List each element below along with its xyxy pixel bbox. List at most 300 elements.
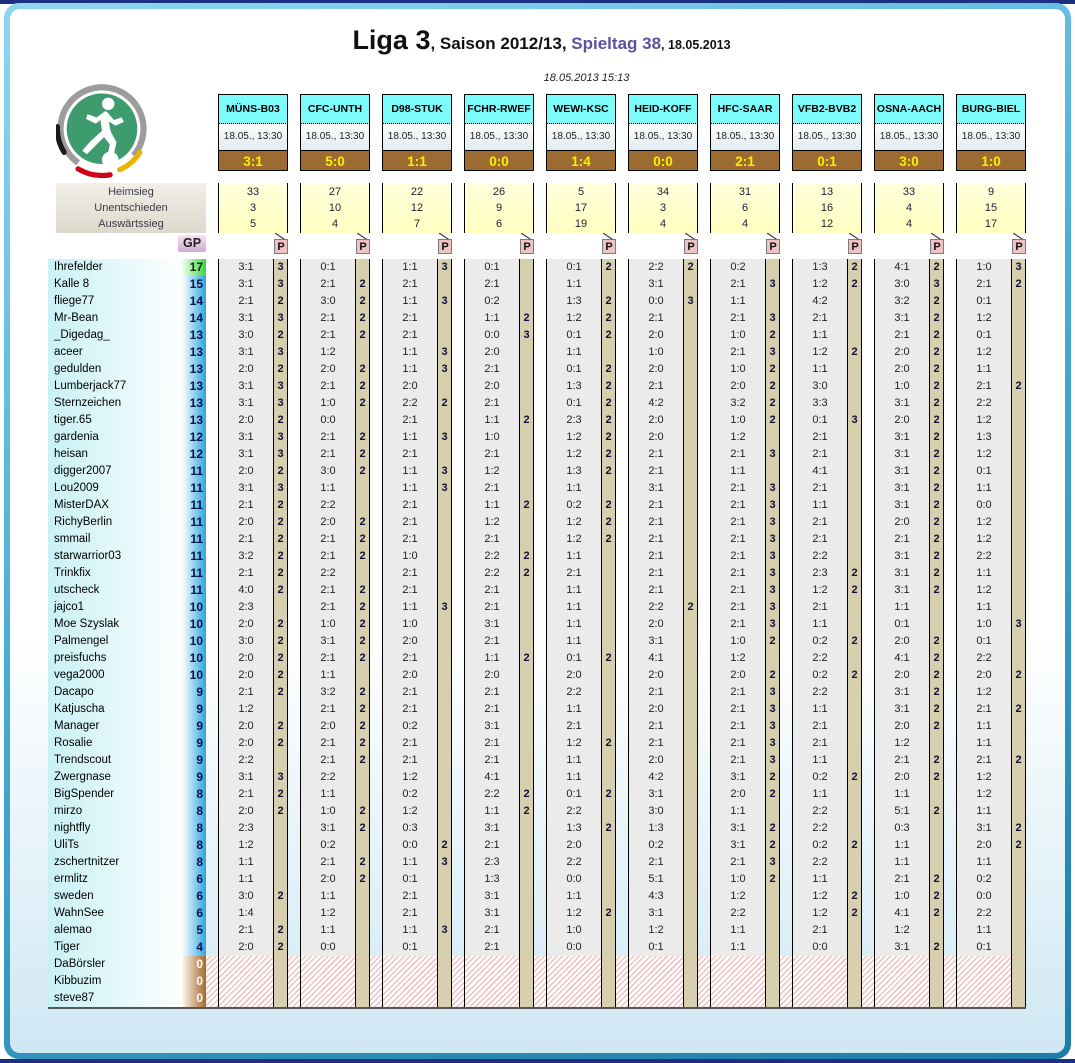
points-cell bbox=[847, 701, 861, 718]
prediction-cell: 2:0 bbox=[629, 701, 683, 718]
match-cell-group bbox=[300, 990, 370, 1007]
points-cell bbox=[355, 259, 369, 276]
match-cell-group bbox=[956, 701, 1026, 718]
prediction-cell: 2:1 bbox=[301, 854, 355, 871]
match-cell-group bbox=[628, 446, 698, 463]
player-gp-total: 14 bbox=[182, 310, 206, 327]
table-row bbox=[48, 412, 1026, 429]
match-cell-group bbox=[382, 565, 452, 582]
prediction-cell: 3:0 bbox=[219, 327, 273, 344]
prediction-cell: 2:1 bbox=[629, 378, 683, 395]
match-cell-group bbox=[792, 531, 862, 548]
prediction-cell: 2:0 bbox=[219, 514, 273, 531]
match-cell-group bbox=[300, 548, 370, 565]
points-cell: 2 bbox=[683, 599, 697, 616]
match-cell-group bbox=[710, 650, 780, 667]
match-cell-group bbox=[300, 293, 370, 310]
points-cell: 3 bbox=[437, 463, 451, 480]
match-cell-group bbox=[300, 905, 370, 922]
table-row bbox=[48, 701, 1026, 718]
match-cell-group bbox=[464, 565, 534, 582]
points-cell bbox=[1011, 344, 1025, 361]
prediction-table bbox=[48, 259, 1026, 1009]
column-gap bbox=[206, 531, 218, 548]
points-cell bbox=[765, 429, 779, 446]
home-win-count: 26 bbox=[492, 186, 506, 198]
column-gap bbox=[206, 956, 218, 973]
prediction-cell: 2:2 bbox=[547, 854, 601, 871]
match-kickoff-time: 18.05., 13:30 bbox=[628, 124, 698, 150]
prediction-cell: 2:1 bbox=[711, 616, 765, 633]
prediction-cell: 1:3 bbox=[793, 259, 847, 276]
match-cell-group bbox=[792, 633, 862, 650]
column-gap bbox=[862, 565, 874, 582]
prediction-cell: 2:2 bbox=[793, 854, 847, 871]
points-cell bbox=[519, 429, 533, 446]
match-cell-group bbox=[300, 429, 370, 446]
match-cell-group bbox=[218, 667, 288, 684]
points-cell bbox=[683, 565, 697, 582]
prediction-cell: 0:1 bbox=[957, 293, 1011, 310]
prediction-cell: 1:1 bbox=[793, 752, 847, 769]
tendency-counts bbox=[956, 183, 1026, 233]
column-gap bbox=[862, 293, 874, 310]
match-cell-group bbox=[546, 480, 616, 497]
prediction-cell: 3:1 bbox=[629, 905, 683, 922]
points-cell: 2 bbox=[929, 565, 943, 582]
match-cell-group bbox=[628, 871, 698, 888]
points-cell: 3 bbox=[1011, 616, 1025, 633]
match-cell-group bbox=[874, 956, 944, 973]
column-gap bbox=[206, 871, 218, 888]
prediction-cell: 2:1 bbox=[383, 412, 437, 429]
match-cell-group bbox=[300, 684, 370, 701]
column-gap bbox=[698, 582, 710, 599]
match-cell-group bbox=[956, 514, 1026, 531]
points-cell: 2 bbox=[355, 293, 369, 310]
match-cell-group bbox=[956, 480, 1026, 497]
column-gap bbox=[698, 854, 710, 871]
points-cell: 2 bbox=[765, 327, 779, 344]
points-cell bbox=[519, 701, 533, 718]
points-cell: 2 bbox=[601, 293, 615, 310]
match-cell-group bbox=[956, 939, 1026, 956]
column-gap bbox=[780, 344, 792, 361]
prediction-cell: 1:1 bbox=[793, 361, 847, 378]
match-cell-group bbox=[300, 514, 370, 531]
prediction-cell bbox=[957, 990, 1011, 1007]
points-cell bbox=[683, 718, 697, 735]
player-gp-total: 10 bbox=[182, 667, 206, 684]
prediction-cell: 2:0 bbox=[629, 429, 683, 446]
table-row bbox=[48, 922, 1026, 939]
player-name: mirzo bbox=[48, 803, 182, 820]
column-gap bbox=[616, 276, 628, 293]
points-cell: 2 bbox=[929, 531, 943, 548]
player-gp-total: 6 bbox=[182, 905, 206, 922]
prediction-cell: 1:2 bbox=[957, 446, 1011, 463]
points-cell bbox=[273, 854, 287, 871]
prediction-cell: 2:2 bbox=[957, 395, 1011, 412]
prediction-cell: 0:2 bbox=[465, 293, 519, 310]
match-cell-group bbox=[792, 837, 862, 854]
column-gap bbox=[206, 803, 218, 820]
column-gap bbox=[370, 446, 382, 463]
prediction-cell: 0:0 bbox=[957, 888, 1011, 905]
column-gap bbox=[452, 701, 464, 718]
points-cell: 2 bbox=[847, 344, 861, 361]
points-cell: 2 bbox=[355, 854, 369, 871]
column-gap bbox=[944, 752, 956, 769]
column-gap bbox=[452, 939, 464, 956]
column-gap bbox=[616, 973, 628, 990]
prediction-cell: 2:1 bbox=[629, 531, 683, 548]
column-gap bbox=[944, 429, 956, 446]
points-cell: 2 bbox=[601, 531, 615, 548]
column-gap bbox=[698, 429, 710, 446]
match-final-result: 0:0 bbox=[628, 150, 698, 171]
column-gap bbox=[616, 837, 628, 854]
prediction-cell bbox=[957, 973, 1011, 990]
column-gap bbox=[862, 361, 874, 378]
column-gap bbox=[862, 752, 874, 769]
column-gap bbox=[780, 378, 792, 395]
match-cell-group bbox=[300, 259, 370, 276]
match-cell-group bbox=[710, 990, 780, 1007]
match-cell-group bbox=[710, 684, 780, 701]
column-gap bbox=[288, 429, 300, 446]
match-cell-group bbox=[218, 854, 288, 871]
prediction-cell: 0:1 bbox=[547, 650, 601, 667]
match-cell-group bbox=[464, 667, 534, 684]
prediction-cell: 3:1 bbox=[219, 429, 273, 446]
match-cell-group bbox=[792, 293, 862, 310]
points-tab-row bbox=[218, 233, 288, 255]
prediction-cell: 2:1 bbox=[465, 939, 519, 956]
match-cell-group bbox=[300, 378, 370, 395]
column-gap bbox=[288, 803, 300, 820]
prediction-cell: 2:0 bbox=[301, 871, 355, 888]
points-cell: 3 bbox=[273, 344, 287, 361]
points-cell bbox=[683, 956, 697, 973]
column-gap bbox=[288, 752, 300, 769]
prediction-cell bbox=[547, 990, 601, 1007]
column-gap bbox=[616, 701, 628, 718]
points-column-header: P bbox=[438, 239, 452, 254]
match-cell-group bbox=[218, 446, 288, 463]
points-cell bbox=[683, 446, 697, 463]
match-cell-group bbox=[546, 514, 616, 531]
points-cell: 2 bbox=[601, 378, 615, 395]
column-gap bbox=[780, 446, 792, 463]
prediction-cell: 2:0 bbox=[957, 667, 1011, 684]
player-gp-total: 8 bbox=[182, 837, 206, 854]
points-cell bbox=[601, 718, 615, 735]
player-name: aceer bbox=[48, 344, 182, 361]
prediction-cell: 2:0 bbox=[219, 803, 273, 820]
match-cell-group bbox=[464, 820, 534, 837]
column-gap bbox=[780, 769, 792, 786]
column-gap bbox=[534, 361, 546, 378]
match-cell-group bbox=[710, 820, 780, 837]
column-gap bbox=[698, 259, 710, 276]
prediction-cell: 2:1 bbox=[465, 361, 519, 378]
player-name: Moe Szyslak bbox=[48, 616, 182, 633]
prediction-cell: 2:2 bbox=[793, 820, 847, 837]
prediction-cell bbox=[793, 973, 847, 990]
points-cell bbox=[1011, 293, 1025, 310]
prediction-cell: 1:1 bbox=[301, 888, 355, 905]
match-cell-group bbox=[710, 293, 780, 310]
match-cell-group bbox=[300, 939, 370, 956]
match-cell-group bbox=[546, 803, 616, 820]
match-cell-group bbox=[710, 463, 780, 480]
away-win-count: 12 bbox=[820, 218, 834, 230]
prediction-cell: 2:2 bbox=[957, 548, 1011, 565]
prediction-cell: 3:1 bbox=[219, 378, 273, 395]
column-gap bbox=[370, 293, 382, 310]
points-cell: 2 bbox=[273, 888, 287, 905]
prediction-cell: 2:1 bbox=[465, 582, 519, 599]
match-kickoff-time: 18.05., 13:30 bbox=[546, 124, 616, 150]
match-cell-group bbox=[874, 650, 944, 667]
column-gap bbox=[944, 293, 956, 310]
tendency-counts bbox=[710, 183, 780, 233]
match-cell-group bbox=[792, 259, 862, 276]
points-cell: 2 bbox=[601, 327, 615, 344]
column-gap bbox=[698, 310, 710, 327]
column-gap bbox=[534, 905, 546, 922]
match-cell-group bbox=[874, 531, 944, 548]
points-cell bbox=[437, 565, 451, 582]
prediction-cell: 2:2 bbox=[957, 905, 1011, 922]
match-cell-group bbox=[546, 888, 616, 905]
prediction-cell bbox=[793, 990, 847, 1007]
match-cell-group bbox=[218, 395, 288, 412]
match-cell-group bbox=[710, 735, 780, 752]
home-win-count: 33 bbox=[902, 186, 916, 198]
column-gap bbox=[780, 582, 792, 599]
column-gap bbox=[862, 276, 874, 293]
column-gap bbox=[206, 616, 218, 633]
column-gap bbox=[862, 718, 874, 735]
prediction-cell: 2:2 bbox=[629, 599, 683, 616]
prediction-cell: 1:3 bbox=[629, 820, 683, 837]
prediction-cell: 0:1 bbox=[875, 616, 929, 633]
points-cell bbox=[683, 905, 697, 922]
points-cell bbox=[437, 888, 451, 905]
match-cell-group bbox=[218, 361, 288, 378]
match-cell-group bbox=[464, 786, 534, 803]
column-gap bbox=[288, 480, 300, 497]
prediction-cell: 1:1 bbox=[547, 582, 601, 599]
match-cell-group bbox=[300, 837, 370, 854]
column-gap bbox=[370, 259, 382, 276]
column-gap bbox=[370, 803, 382, 820]
match-cell-group bbox=[218, 803, 288, 820]
points-cell bbox=[519, 599, 533, 616]
match-cell-group bbox=[956, 616, 1026, 633]
match-cell-group bbox=[382, 395, 452, 412]
match-cell-group bbox=[710, 497, 780, 514]
match-cell-group bbox=[546, 752, 616, 769]
match-cell-group bbox=[218, 276, 288, 293]
column-gap bbox=[780, 429, 792, 446]
prediction-cell: 0:1 bbox=[547, 361, 601, 378]
column-gap bbox=[616, 327, 628, 344]
points-cell bbox=[273, 701, 287, 718]
prediction-cell: 2:1 bbox=[301, 599, 355, 616]
match-cell-group bbox=[956, 803, 1026, 820]
prediction-cell: 1:2 bbox=[793, 582, 847, 599]
column-gap bbox=[370, 310, 382, 327]
draw-count: 3 bbox=[659, 202, 667, 214]
column-gap bbox=[862, 650, 874, 667]
points-cell: 2 bbox=[273, 650, 287, 667]
match-cell-group bbox=[628, 463, 698, 480]
match-final-result: 1:4 bbox=[546, 150, 616, 171]
points-cell: 2 bbox=[355, 871, 369, 888]
points-cell: 2 bbox=[765, 633, 779, 650]
points-cell: 2 bbox=[601, 429, 615, 446]
points-cell: 2 bbox=[765, 786, 779, 803]
match-cell-group bbox=[874, 735, 944, 752]
column-gap bbox=[944, 582, 956, 599]
match-cell-group bbox=[218, 463, 288, 480]
points-cell: 2 bbox=[355, 803, 369, 820]
match-cell-group bbox=[628, 650, 698, 667]
points-cell: 2 bbox=[355, 599, 369, 616]
match-cell-group bbox=[874, 820, 944, 837]
points-cell bbox=[847, 786, 861, 803]
column-gap bbox=[780, 361, 792, 378]
column-gap bbox=[698, 837, 710, 854]
column-gap bbox=[452, 769, 464, 786]
points-cell bbox=[1011, 412, 1025, 429]
column-gap bbox=[534, 531, 546, 548]
player-name: alemao bbox=[48, 922, 182, 939]
match-cell-group bbox=[300, 667, 370, 684]
match-cell-group bbox=[382, 378, 452, 395]
match-cell-group bbox=[956, 922, 1026, 939]
prediction-cell: 1:1 bbox=[547, 633, 601, 650]
match-teams-label: WEWI-KSC bbox=[546, 94, 616, 124]
column-gap bbox=[370, 599, 382, 616]
prediction-cell: 2:2 bbox=[383, 395, 437, 412]
player-gp-total: 9 bbox=[182, 735, 206, 752]
match-cell-group bbox=[956, 633, 1026, 650]
prediction-cell: 3:1 bbox=[219, 344, 273, 361]
column-gap bbox=[206, 973, 218, 990]
points-cell: 3 bbox=[765, 701, 779, 718]
match-cell-group bbox=[710, 514, 780, 531]
match-cell-group bbox=[382, 463, 452, 480]
prediction-cell: 0:0 bbox=[793, 939, 847, 956]
match-cell-group bbox=[710, 599, 780, 616]
prediction-cell: 1:2 bbox=[465, 463, 519, 480]
prediction-cell bbox=[219, 956, 273, 973]
table-row bbox=[48, 429, 1026, 446]
match-cell-group bbox=[792, 990, 862, 1007]
prediction-cell: 1:2 bbox=[711, 888, 765, 905]
match-teams-label: OSNA-AACH bbox=[874, 94, 944, 124]
match-cell-group bbox=[628, 344, 698, 361]
column-gap bbox=[452, 837, 464, 854]
draw-count: 16 bbox=[820, 202, 834, 214]
points-cell: 2 bbox=[929, 395, 943, 412]
match-cell-group bbox=[628, 633, 698, 650]
table-row bbox=[48, 582, 1026, 599]
column-gap bbox=[698, 701, 710, 718]
match-cell-group bbox=[464, 701, 534, 718]
points-cell bbox=[1011, 531, 1025, 548]
column-gap bbox=[452, 276, 464, 293]
prediction-cell: 1:2 bbox=[875, 922, 929, 939]
prediction-cell: 2:0 bbox=[219, 361, 273, 378]
column-gap bbox=[616, 888, 628, 905]
prediction-cell: 2:0 bbox=[219, 939, 273, 956]
player-gp-total: 9 bbox=[182, 684, 206, 701]
column-gap bbox=[616, 259, 628, 276]
column-gap bbox=[944, 718, 956, 735]
prediction-cell: 2:2 bbox=[793, 548, 847, 565]
match-cell-group bbox=[218, 412, 288, 429]
prediction-cell: 1:1 bbox=[711, 293, 765, 310]
player-gp-total: 13 bbox=[182, 327, 206, 344]
points-cell bbox=[355, 888, 369, 905]
prediction-cell: 2:1 bbox=[465, 701, 519, 718]
prediction-cell: 1:2 bbox=[957, 684, 1011, 701]
player-name: gardenia bbox=[48, 429, 182, 446]
prediction-cell bbox=[465, 990, 519, 1007]
prediction-cell bbox=[629, 956, 683, 973]
match-cell-group bbox=[874, 497, 944, 514]
prediction-cell: 1:0 bbox=[301, 803, 355, 820]
prediction-cell: 3:1 bbox=[629, 480, 683, 497]
prediction-cell: 2:1 bbox=[711, 565, 765, 582]
prediction-cell: 2:2 bbox=[547, 803, 601, 820]
prediction-cell: 2:1 bbox=[711, 514, 765, 531]
column-gap bbox=[452, 786, 464, 803]
match-columns-header bbox=[206, 94, 1026, 255]
points-cell bbox=[437, 735, 451, 752]
column-gap bbox=[616, 446, 628, 463]
column-gap bbox=[534, 497, 546, 514]
column-gap bbox=[370, 497, 382, 514]
points-cell bbox=[1011, 395, 1025, 412]
prediction-cell: 5:1 bbox=[875, 803, 929, 820]
table-row bbox=[48, 956, 1026, 973]
points-cell: 2 bbox=[273, 803, 287, 820]
table-row bbox=[48, 769, 1026, 786]
column-gap bbox=[616, 310, 628, 327]
match-cell-group bbox=[874, 769, 944, 786]
prediction-cell: 1:0 bbox=[383, 548, 437, 565]
points-cell: 2 bbox=[601, 361, 615, 378]
points-cell bbox=[847, 327, 861, 344]
match-final-result: 1:0 bbox=[956, 150, 1026, 171]
points-cell bbox=[601, 548, 615, 565]
prediction-cell: 3:1 bbox=[629, 276, 683, 293]
match-cell-group bbox=[792, 599, 862, 616]
prediction-cell: 2:1 bbox=[465, 276, 519, 293]
match-cell-group bbox=[382, 327, 452, 344]
prediction-cell: 1:2 bbox=[957, 344, 1011, 361]
prediction-cell: 1:2 bbox=[957, 786, 1011, 803]
points-cell bbox=[519, 718, 533, 735]
points-cell bbox=[683, 803, 697, 820]
points-cell: 2 bbox=[273, 327, 287, 344]
